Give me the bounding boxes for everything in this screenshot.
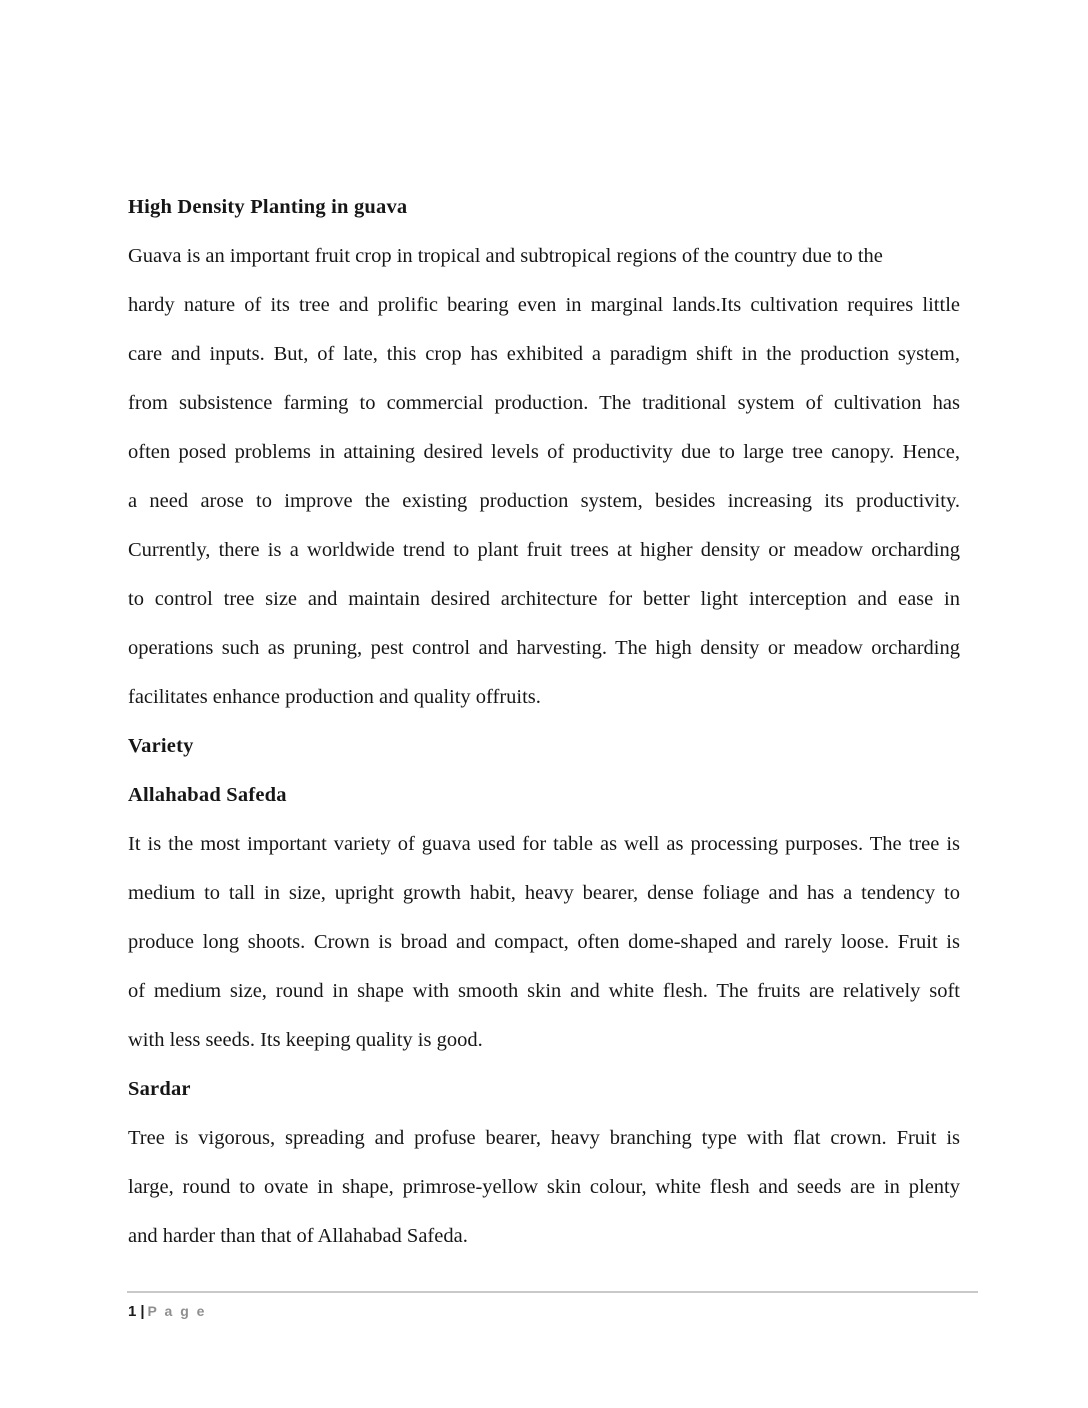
page-footer — [128, 1299, 206, 1323]
section-heading: Allahabad Safeda — [128, 784, 287, 806]
text-line: facilitates enhance production and quality offruits. — [128, 686, 541, 708]
section-heading: Sardar — [128, 1078, 191, 1100]
section-heading: Variety — [128, 735, 194, 757]
footer-separator: | — [140, 1303, 145, 1320]
text-line: medium to tall in size, upright growth habit, heavy bearer, dense foliage and has a tendency to — [128, 882, 960, 904]
text-line: Tree is vigorous, spreading and profuse bearer, heavy branching type with flat crown. Fruit is — [128, 1127, 960, 1149]
text-line: a need arose to improve the existing production system, besides increasing its productivity. — [128, 490, 960, 512]
footer-page-number: 1 — [128, 1303, 137, 1320]
text-line: hardy nature of its tree and prolific bearing even in marginal lands.Its cultivation requires little — [128, 294, 960, 316]
text-line: Currently, there is a worldwide trend to plant fruit trees at higher density or meadow orcharding — [128, 539, 960, 561]
text-line: with less seeds. Its keeping quality is good. — [128, 1029, 483, 1051]
text-line: produce long shoots. Crown is broad and compact, often dome-shaped and rarely loose. Fruit is — [128, 931, 960, 953]
text-line: of medium size, round in shape with smooth skin and white flesh. The fruits are relatively soft — [128, 980, 960, 1002]
footer-divider — [127, 1291, 978, 1293]
text-line: often posed problems in attaining desired levels of productivity due to large tree canopy. Hence, — [128, 441, 960, 463]
text-line: to control tree size and maintain desired architecture for better light interception and ease in — [128, 588, 960, 610]
text-line: large, round to ovate in shape, primrose-yellow skin colour, white flesh and seeds are in plenty — [128, 1176, 960, 1198]
text-line: Guava is an important fruit crop in tropical and subtropical regions of the country due to the — [128, 245, 883, 267]
text-line: It is the most important variety of guava used for table as well as processing purposes. The tree is — [128, 833, 960, 855]
text-line: care and inputs. But, of late, this crop has exhibited a paradigm shift in the production system, — [128, 343, 960, 365]
section-heading: High Density Planting in guava — [128, 196, 408, 218]
document-body — [128, 183, 960, 1261]
footer-page-label: P a g e — [147, 1303, 207, 1319]
text-line: and harder than that of Allahabad Safeda. — [128, 1225, 468, 1247]
text-line: operations such as pruning, pest control and harvesting. The high density or meadow orcharding — [128, 637, 960, 659]
text-line: from subsistence farming to commercial production. The traditional system of cultivation has — [128, 392, 960, 414]
